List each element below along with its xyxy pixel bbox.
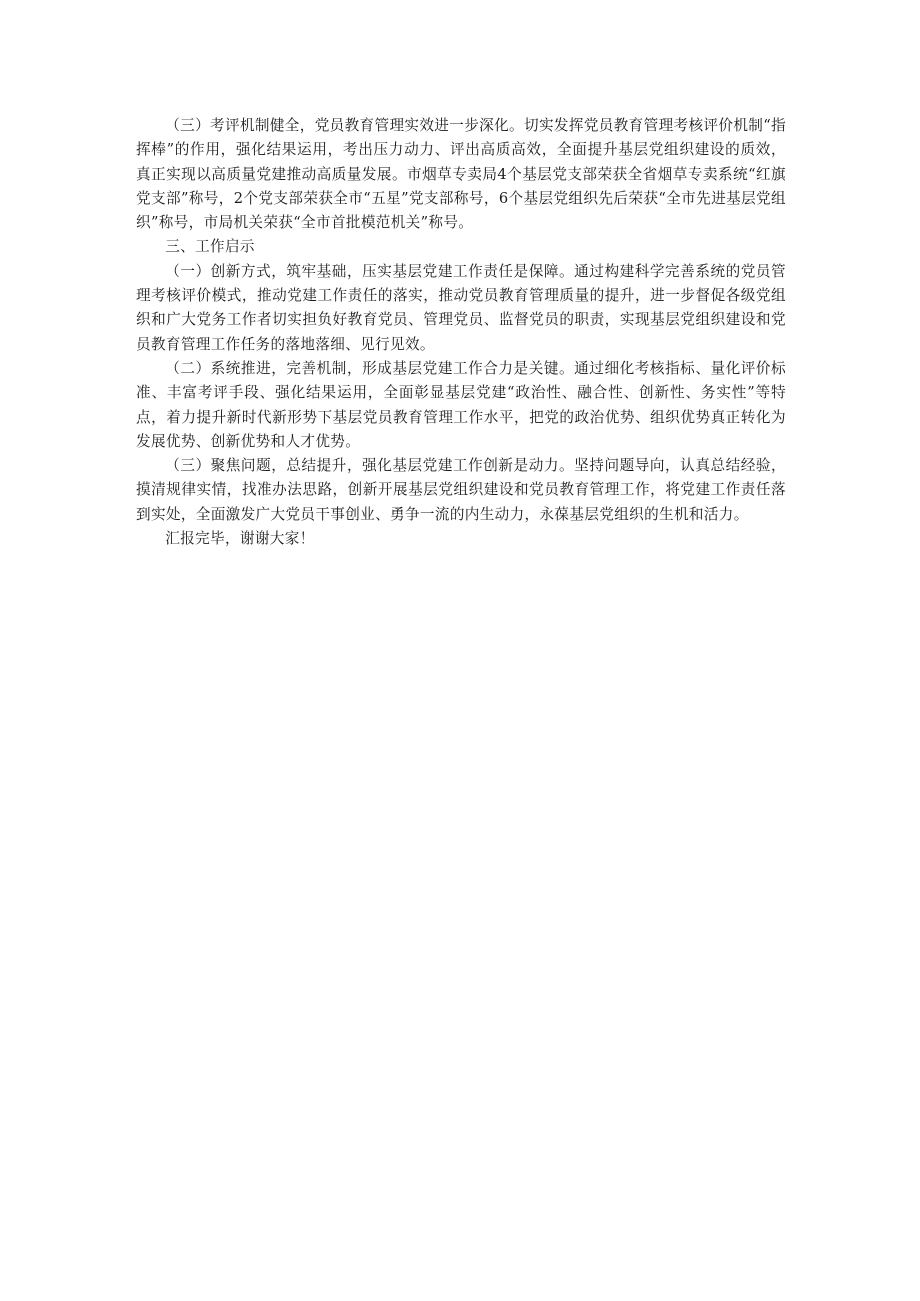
paragraph-insight-two: （二）系统推进，完善机制，形成基层党建工作合力是关键。通过细化考核指标、量化评价标准、丰富考评手段、强化结果运用，全面彰显基层党建“政治性、融合性、创新性、务实性”等特点，着力提升新时代新形势下基层党员教育管理工作水平，把党的政治优势、组织优势真正转化为发展优势、创新优势和人才优势。 bbox=[136, 359, 786, 450]
paragraph-insight-three: （三）聚焦问题，总结提升，强化基层党建工作创新是动力。坚持问题导向，认真总结经验，摸清规律实情，找准办法思路，创新开展基层党组织建设和党员教育管理工作，将党建工作责任落到实处，全面激发广大党员干事创业、勇争一流的内生动力，永葆基层党组织的生机和活力。 bbox=[136, 457, 786, 523]
paragraph-closing: 汇报完毕，谢谢大家！ bbox=[165, 530, 315, 548]
paragraph-insight-one: （一）创新方式，筑牢基础，压实基层党建工作责任是保障。通过构建科学完善系统的党员管理考核评价模式，推动党建工作责任的落实，推动党员教育管理质量的提升，进一步督促各级党组织和广大党务工作者切实担负好教育党员、管理党员、监督党员的职责，实现基层党组织建设和党员教育管理工作任务的落地落细、见行见效。 bbox=[136, 262, 786, 353]
document-body bbox=[136, 114, 786, 551]
section-heading-work-insights: 三、工作启示 bbox=[165, 238, 255, 256]
paragraph-evaluation-mechanism: （三）考评机制健全，党员教育管理实效进一步深化。切实发挥党员教育管理考核评价机制“指挥棒”的作用，强化结果运用，考出压力动力、评出高质高效，全面提升基层党组织建设的质效，真正实现以高质量党建推动高质量发展。市烟草专卖局4个基层党支部荣获全省烟草专卖系统“红旗党支部”称号，2个党支部荣获全市“五星”党支部称号，6个基层党组织先后荣获“全市先进基层党组织”称号，市局机关荣获“全市首批模范机关”称号。 bbox=[136, 117, 786, 232]
